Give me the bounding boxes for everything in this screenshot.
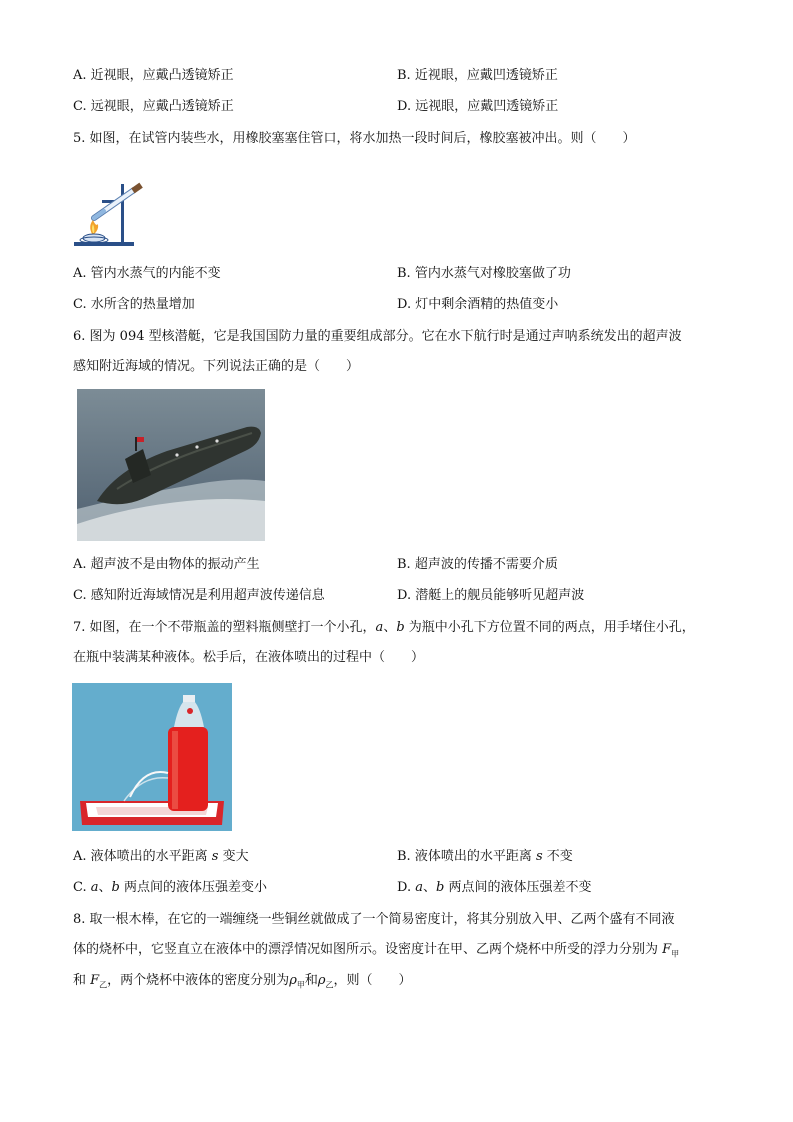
q6-option-a: A. 超声波不是由物体的振动产生 <box>73 557 260 572</box>
q5-option-b: B. 管内水蒸气对橡胶塞做了功 <box>397 266 571 281</box>
q6-stem-line1: 6. 图为 094 型核潜艇，它是我国国防力量的重要组成部分。它在水下航行时是通过声呐系统发出的超声波 <box>73 329 682 344</box>
q8-stem-line3: 和 $F_乙$，两个烧杯中液体的密度分别为$\rho_甲$和$\rho_乙$，则（ ） <box>73 973 412 990</box>
bottle-spray-photo <box>72 683 232 831</box>
var-a: a <box>375 620 384 635</box>
q7-option-d: D. a、b 两点间的液体压强差不变 <box>397 880 592 895</box>
test-tube-apparatus-icon <box>72 178 150 250</box>
q8-stem-line2: 体的烧杯中，它竖直立在液体中的漂浮情况如图所示。设密度计在甲、乙两个烧杯中所受的浮力分别为 $F_甲$ <box>73 942 680 959</box>
q5-stem: 5. 如图，在试管内装些水，用橡胶塞塞住管口，将水加热一段时间后，橡胶塞被冲出。则（ ） <box>73 131 636 146</box>
q7-option-b: B. 液体喷出的水平距离 s 不变 <box>397 849 573 864</box>
q7-stem-line2: 在瓶中装满某种液体。松手后，在液体喷出的过程中（ ） <box>73 650 425 665</box>
q4-option-d: D. 远视眼，应戴凹透镜矫正 <box>397 99 559 114</box>
submarine-photo <box>77 389 265 541</box>
q8-stem-line1: 8. 取一根木棒，在它的一端缠绕一些铜丝就做成了一个简易密度计，将其分别放入甲、乙两个盛有不同液 <box>73 912 675 927</box>
q4-option-c: C. 远视眼，应戴凸透镜矫正 <box>73 99 234 114</box>
q7-option-c: C. a、b 两点间的液体压强差变小 <box>73 880 267 895</box>
var-b: b <box>396 620 405 635</box>
q5-option-c: C. 水所含的热量增加 <box>73 297 195 312</box>
test-tube-heating-figure <box>72 178 150 250</box>
var-s: s <box>211 849 219 864</box>
q6-option-d: D. 潜艇上的舰员能够听见超声波 <box>397 588 585 603</box>
q6-stem-line2: 感知附近海域的情况。下列说法正确的是（ ） <box>73 359 360 374</box>
var-s: s <box>535 849 543 864</box>
q5-option-a: A. 管内水蒸气的内能不变 <box>73 266 221 281</box>
q6-option-c: C. 感知附近海域情况是利用超声波传递信息 <box>73 588 325 603</box>
q6-option-b: B. 超声波的传播不需要介质 <box>397 557 558 572</box>
q4-option-a: A. 近视眼，应戴凸透镜矫正 <box>73 68 234 83</box>
q7-option-a: A. 液体喷出的水平距离 s 变大 <box>73 849 249 864</box>
q5-option-d: D. 灯中剩余酒精的热值变小 <box>397 297 559 312</box>
q4-option-b: B. 近视眼，应戴凹透镜矫正 <box>397 68 558 83</box>
q7-stem-line1: 7. 如图，在一个不带瓶盖的塑料瓶侧壁打一个小孔，a、b 为瓶中小孔下方位置不同的两点，用手堵住小孔， <box>73 620 695 635</box>
